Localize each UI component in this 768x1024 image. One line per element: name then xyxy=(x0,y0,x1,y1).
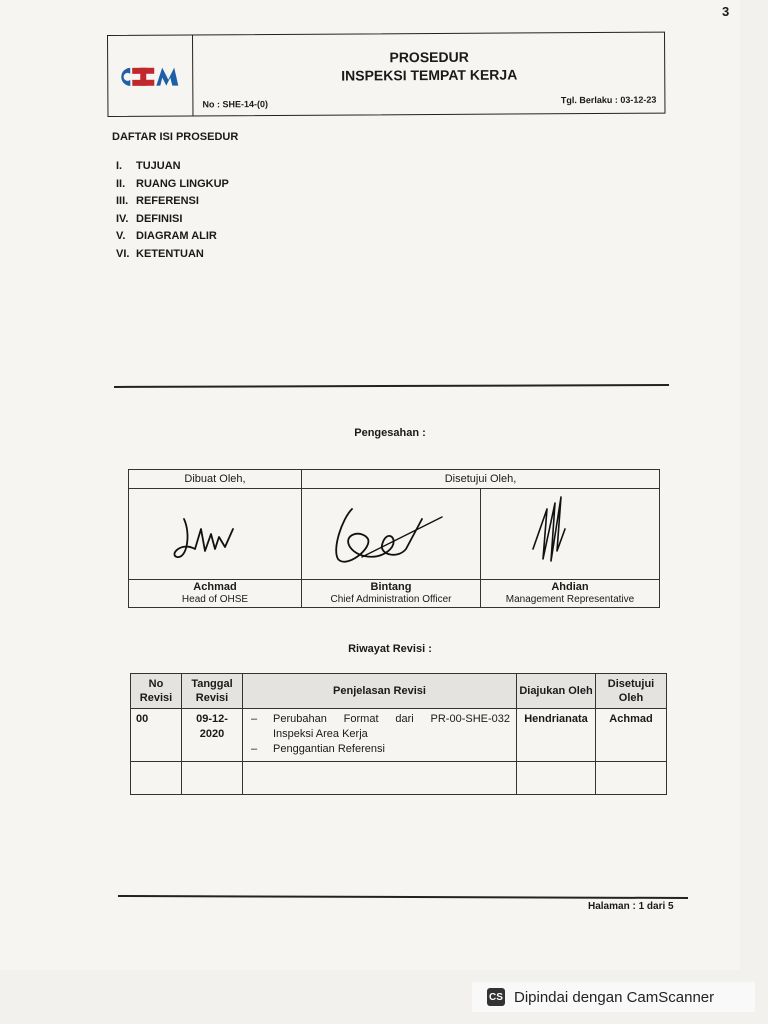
signatory-name: Bintang xyxy=(370,581,412,593)
camscanner-icon: CS xyxy=(487,988,505,1006)
signatory-position: Management Representative xyxy=(505,594,635,605)
camscanner-text: Dipindai dengan CamScanner xyxy=(514,988,715,1006)
signature-bintang xyxy=(302,489,480,579)
signatory xyxy=(129,580,302,608)
effective-date: Tgl. Berlaku : 03-12-23 xyxy=(560,94,657,106)
toc-item: II. RUANG LINGKUP xyxy=(116,177,229,190)
signatory-position: Chief Administration Officer xyxy=(330,594,452,605)
col-header-approved: Disetujui Oleh xyxy=(596,674,667,709)
signatory-position: Head of OHSE xyxy=(181,594,249,605)
page-number: 3 xyxy=(722,4,730,19)
divider-line xyxy=(114,384,669,388)
toc-item: VI. KETENTUAN xyxy=(116,247,204,260)
col-header-desc: Penjelasan Revisi xyxy=(243,674,517,709)
cell-no: 00 xyxy=(131,709,182,762)
cell-proposed: Hendrianata xyxy=(517,709,596,762)
toc-item: III. REFERENSI xyxy=(116,195,199,207)
cell-approved: Achmad xyxy=(596,709,667,762)
title-line-1: PROSEDUR xyxy=(389,48,469,66)
approved-by-label: Disetujui Oleh, xyxy=(302,470,660,489)
signature-cell xyxy=(481,489,660,580)
table-row xyxy=(131,709,667,762)
document-header xyxy=(107,32,665,117)
table-row-empty xyxy=(131,762,667,795)
signatory-name: Ahdian xyxy=(551,581,589,593)
procedure-title xyxy=(194,47,664,86)
toc-item: I. TUJUAN xyxy=(116,160,181,172)
cell-date: 09-12-2020 xyxy=(182,709,243,762)
page-count: Halaman : 1 dari 5 xyxy=(588,901,674,912)
signature-ahdian xyxy=(481,489,661,579)
approval-table xyxy=(128,469,660,608)
footer-line xyxy=(118,895,688,899)
revision-table xyxy=(130,673,667,795)
company-logo xyxy=(120,62,180,90)
col-header-date: Tanggal Revisi xyxy=(182,674,243,709)
signatory xyxy=(302,580,481,608)
signatory xyxy=(481,580,660,608)
toc-title: DAFTAR ISI PROSEDUR xyxy=(112,131,239,143)
desc-item: – Penggantian Referensi xyxy=(251,743,385,755)
signature-cell xyxy=(129,489,302,580)
title-line-2: INSPEKSI TEMPAT KERJA xyxy=(341,66,518,84)
logo-box xyxy=(108,35,193,116)
cell-desc xyxy=(243,709,517,762)
revision-title: Riwayat Revisi : xyxy=(348,643,432,655)
made-by-label: Dibuat Oleh, xyxy=(129,470,302,489)
toc-item: V. DIAGRAM ALIR xyxy=(116,230,217,242)
signature-achmad xyxy=(129,489,301,579)
toc-list xyxy=(116,160,229,265)
approval-title: Pengesahan : xyxy=(354,427,426,439)
desc-item: – Perubahan Format dari PR-00-SHE-032 Inspeksi Area Kerja xyxy=(251,713,510,740)
camscanner-watermark xyxy=(472,982,755,1012)
toc-item: IV. DEFINISI xyxy=(116,212,183,225)
signature-cell xyxy=(302,489,481,580)
col-header-no: No Revisi xyxy=(131,674,182,709)
signatory-name: Achmad xyxy=(193,581,237,593)
col-header-proposed: Diajukan Oleh xyxy=(517,674,596,709)
document-number: No : SHE-14-(0) xyxy=(202,99,268,110)
